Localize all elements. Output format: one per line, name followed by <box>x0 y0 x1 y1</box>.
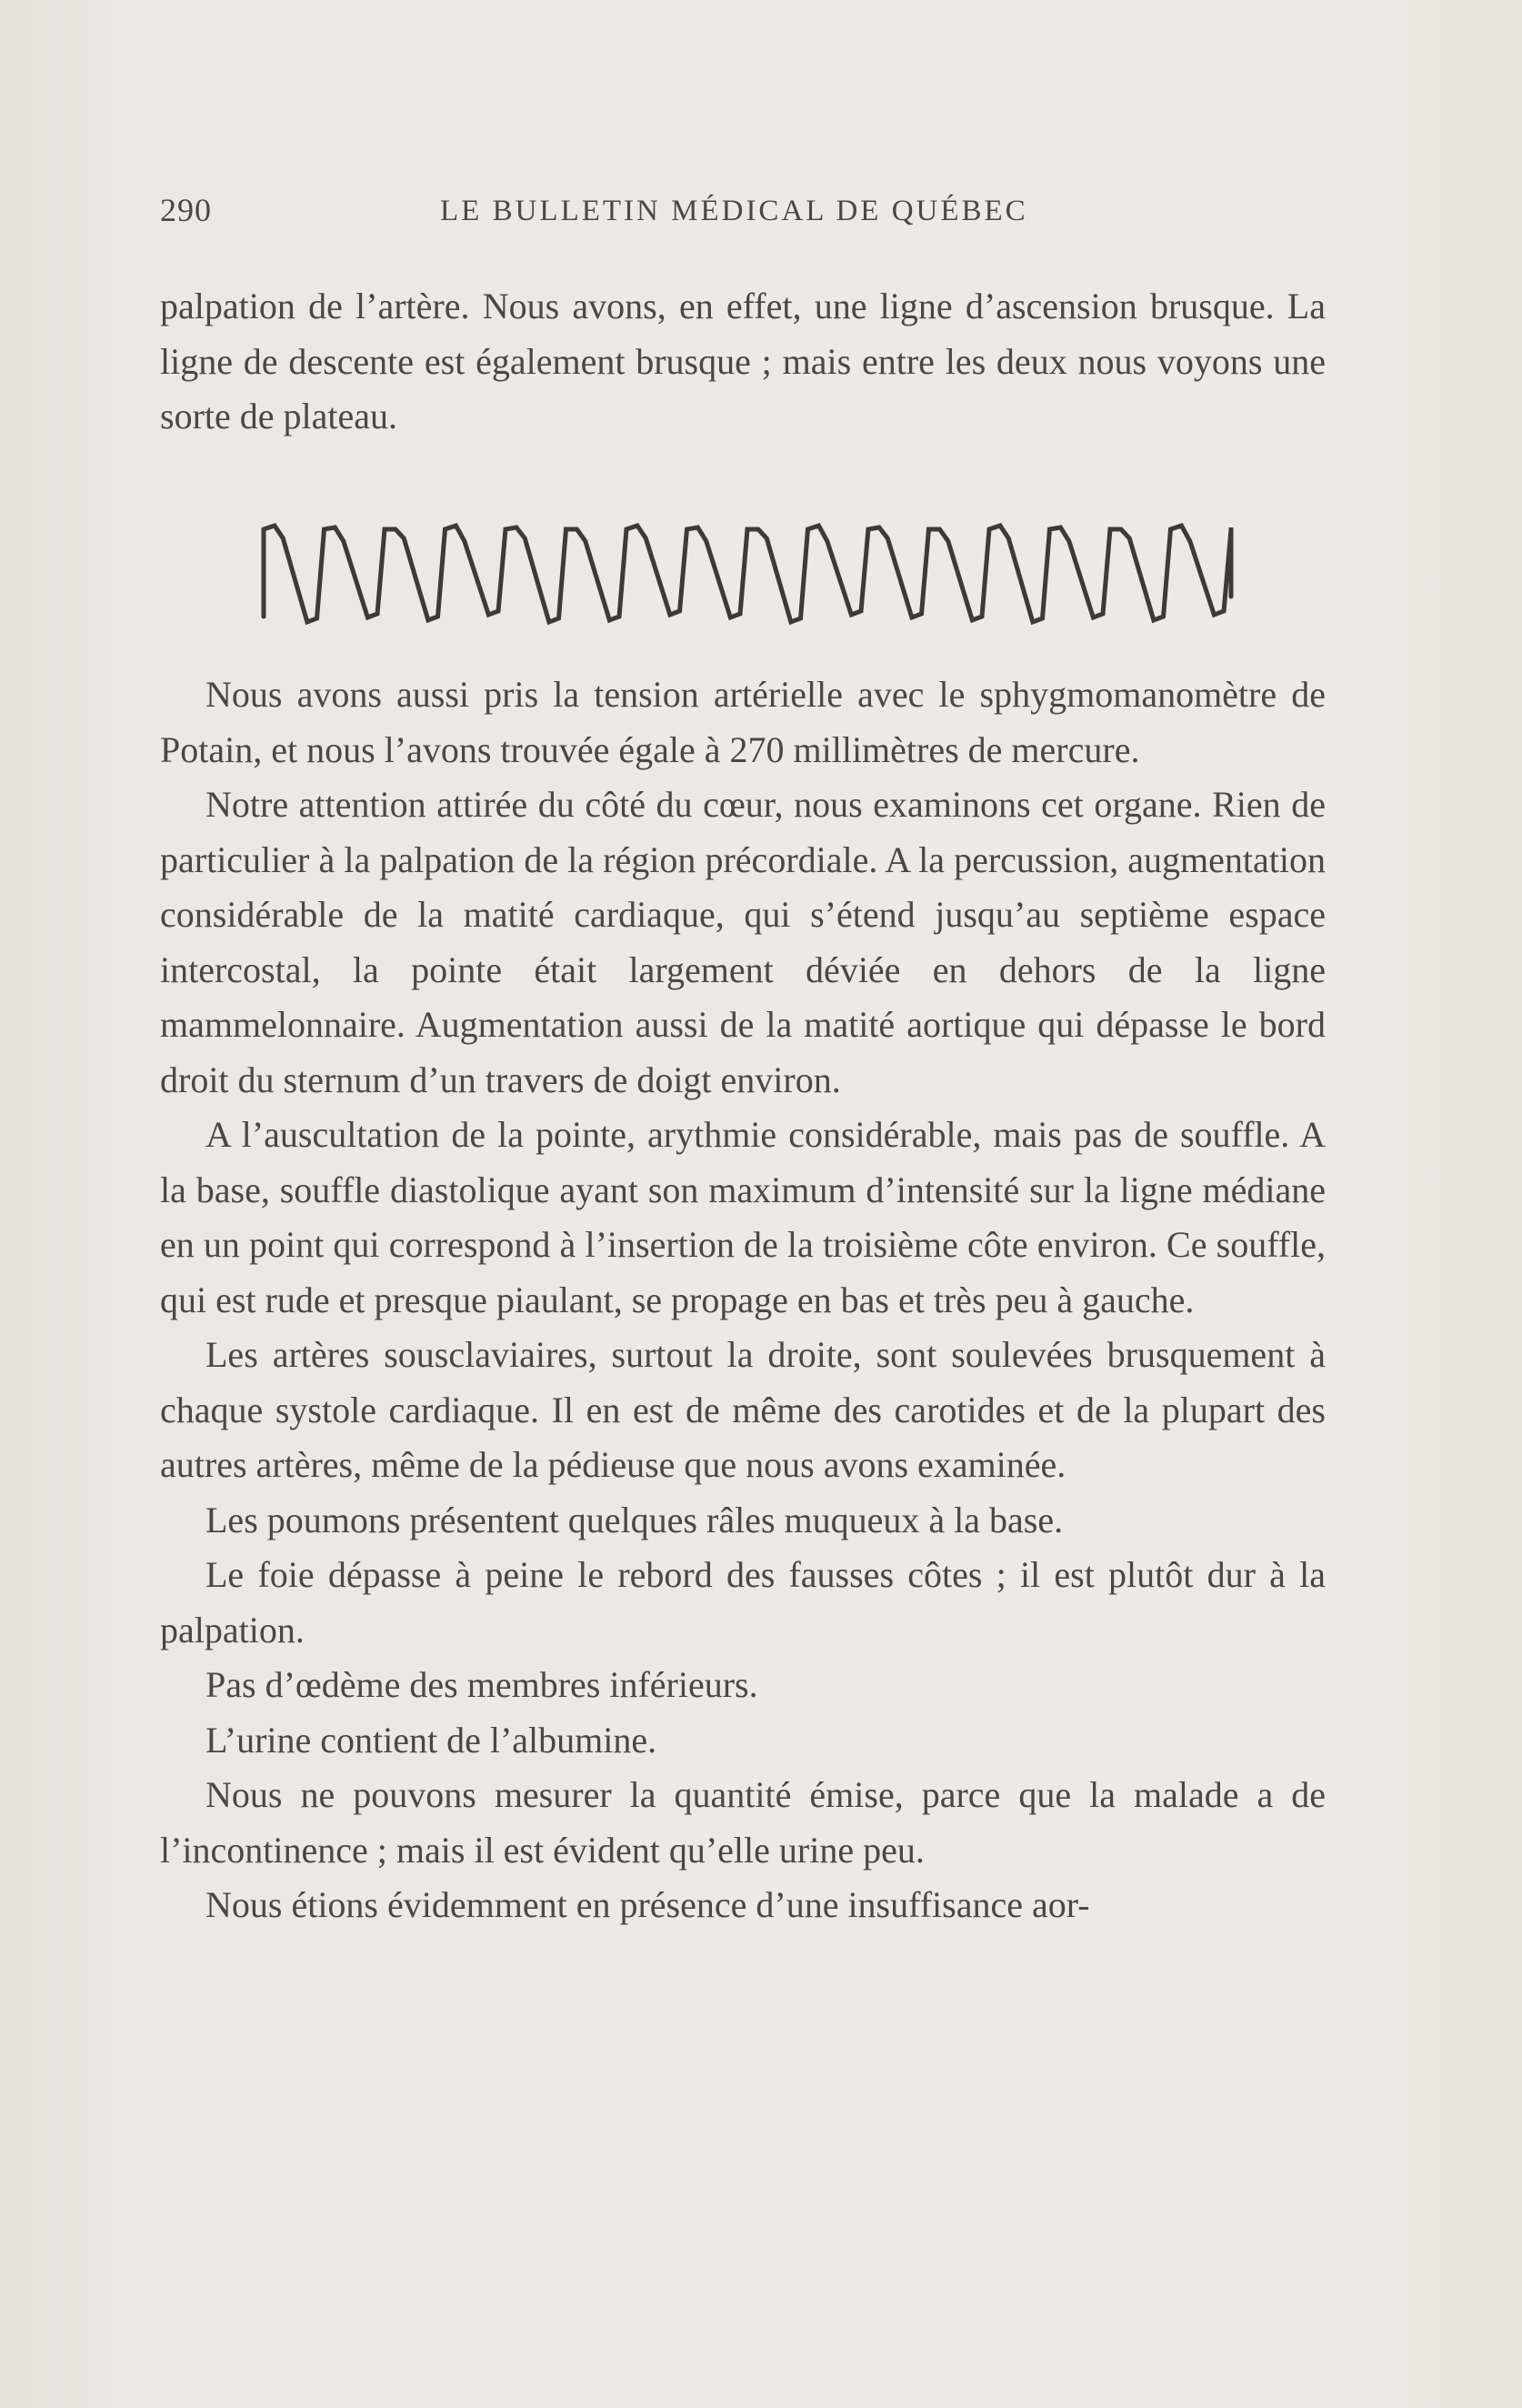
pulse-tracing-line <box>264 526 1231 622</box>
paragraph: Nous ne pouvons mesurer la quantité émise, parce que la malade a de l’incontinence ; mais il est évident qu’elle urine peu. <box>160 1774 1326 1871</box>
paragraph: Notre attention attirée du côté du cœur, nous examinons cet organe. Rien de particulier à la palpation de la région précordiale. A la percussion, augmentation considérable de la matité cardiaque, qui s’étend jusqu’au septième espace intercostal, la pointe était largement déviée en dehors de la ligne mammelonnaire. Augmentation aussi de la matité aortique qui dépasse le bord droit du sternum d’un travers de doigt environ. <box>160 784 1326 1100</box>
paragraph: A l’auscultation de la pointe, arythmie considérable, mais pas de souffle. A la base, souffle diastolique ayant son maximum d’intensité sur la ligne médiane en un point qui correspond à l’insertion de la troisième côte environ. Ce souffle, qui est rude et presque piaulant, se propage en bas et très peu à gauche. <box>160 1114 1326 1320</box>
paragraph: Le foie dépasse à peine le rebord des fausses côtes ; il est plutôt dur à la palpation. <box>160 1554 1326 1650</box>
paragraph: Pas d’œdème des membres inférieurs. <box>205 1664 758 1705</box>
paragraph: Les poumons présentent quelques râles muqueux à la base. <box>205 1499 1064 1540</box>
pulse-tracing-icon <box>260 517 1237 631</box>
paragraph: Nous avons aussi pris la tension artérielle avec le sphygmomanomètre de Potain, et nous l’avons trouvée égale à 270 millimètres de mercure. <box>160 674 1326 770</box>
intro-text-block <box>160 279 1326 445</box>
paragraph: Nous étions évidemment en présence d’une insuffisance aor- <box>205 1884 1090 1925</box>
pulse-tracing-figure <box>260 517 1237 631</box>
running-title: LE BULLETIN MÉDICAL DE QUÉBEC <box>440 195 1028 227</box>
page-header <box>160 191 1353 235</box>
main-text-block <box>160 667 1326 1933</box>
paragraph: Les artères sousclaviaires, surtout la droite, sont soulevées brusquement à chaque systole cardiaque. Il en est de même des carotides et de la plupart des autres artères, même de la pédieuse que nous avons examinée. <box>160 1334 1326 1485</box>
intro-paragraph: palpation de l’artère. Nous avons, en effet, une ligne d’ascension brusque. La ligne de descente est également brusque ; mais entre les deux nous voyons une sorte de plateau. <box>160 286 1326 436</box>
paragraph: L’urine contient de l’albumine. <box>205 1719 657 1761</box>
page-number: 290 <box>160 192 212 228</box>
